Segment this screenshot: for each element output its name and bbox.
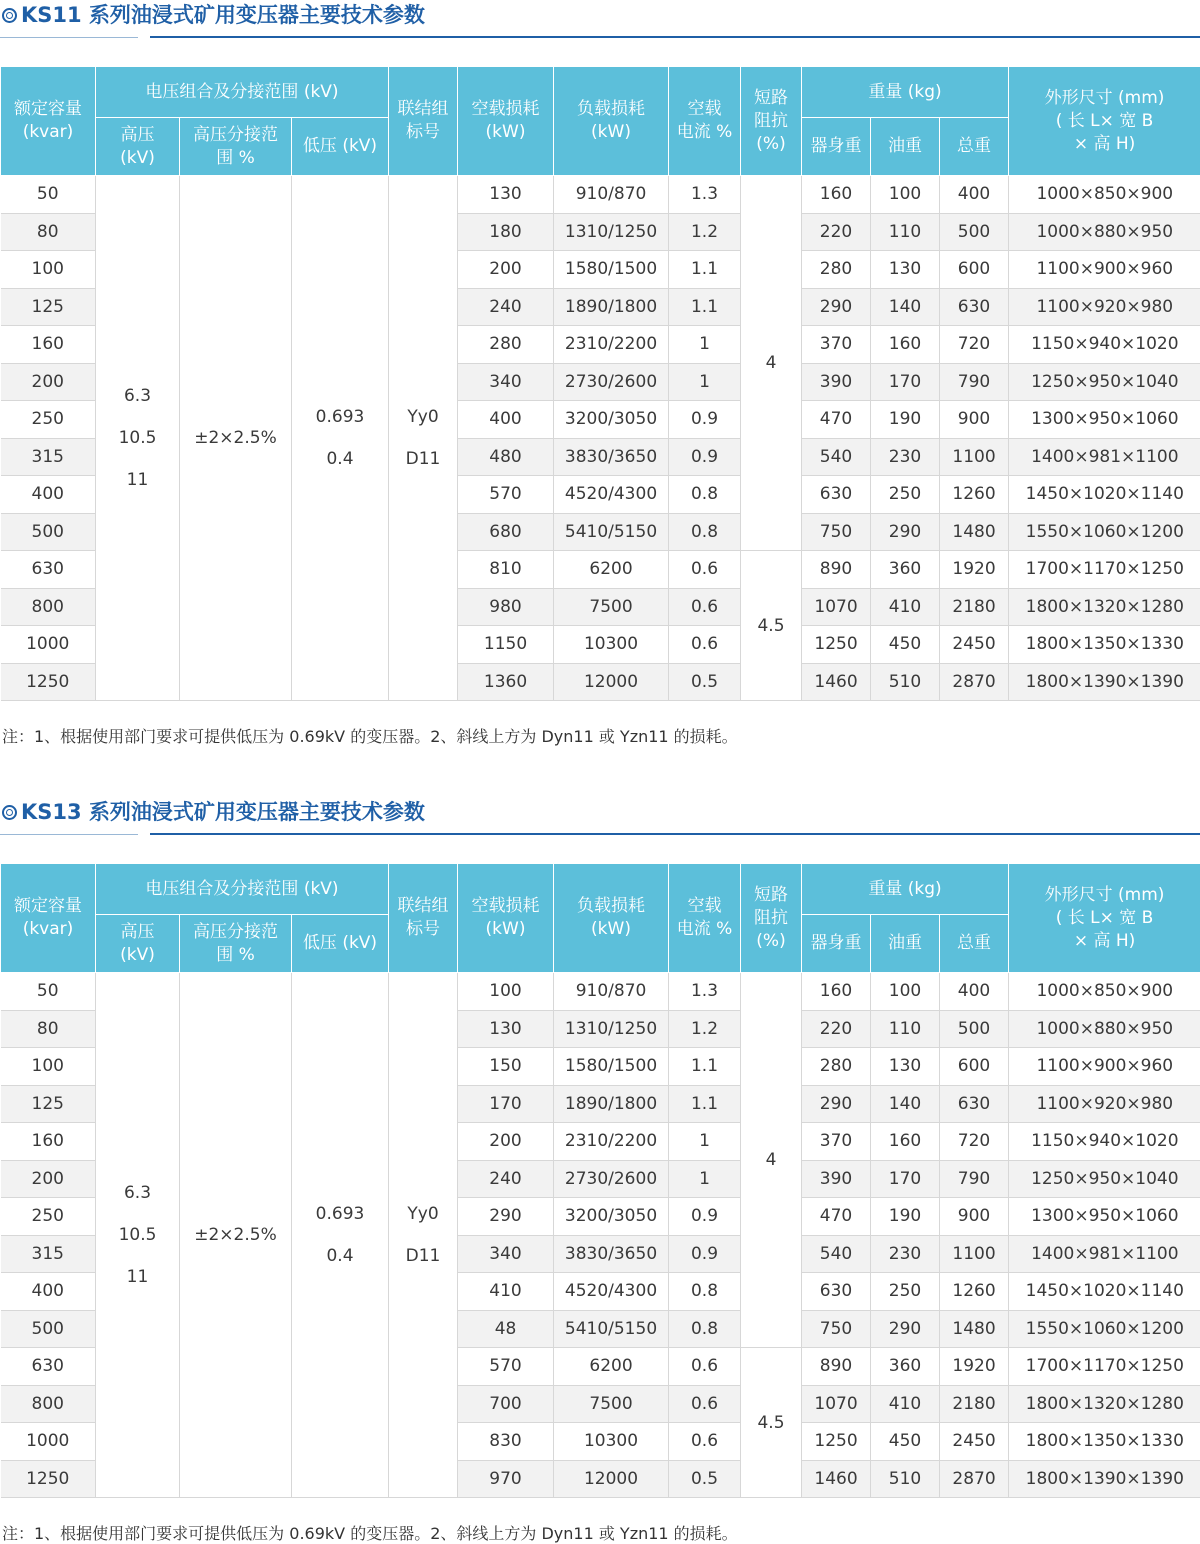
- load-loss-cell: 910/870: [554, 176, 669, 214]
- body-weight-cell: 370: [802, 326, 871, 364]
- header-total-weight: 总重: [940, 915, 1009, 973]
- dimensions-cell: 1300×950×1060: [1009, 401, 1200, 439]
- total-weight-cell: 1260: [940, 1273, 1009, 1311]
- dimensions-cell: 1800×1390×1390: [1009, 663, 1200, 701]
- oil-weight-cell: 170: [871, 363, 940, 401]
- oil-weight-cell: 130: [871, 251, 940, 289]
- header-noload-loss: 空载损耗 (kW): [458, 864, 554, 973]
- noload-loss-cell: 810: [458, 551, 554, 589]
- oil-weight-cell: 450: [871, 626, 940, 664]
- noload-loss-cell: 240: [458, 288, 554, 326]
- header-rated-capacity: 额定容量 (kvar): [1, 67, 96, 176]
- dimensions-cell: 1450×1020×1140: [1009, 1273, 1200, 1311]
- body-weight-cell: 470: [802, 1198, 871, 1236]
- header-weight: 重量 (kg): [802, 864, 1009, 915]
- header-body-weight: 器身重: [802, 915, 871, 973]
- dimensions-cell: 1800×1320×1280: [1009, 1385, 1200, 1423]
- oil-weight-cell: 140: [871, 288, 940, 326]
- total-weight-cell: 2450: [940, 1423, 1009, 1461]
- body-weight-cell: 540: [802, 438, 871, 476]
- header-total-weight: 总重: [940, 118, 1009, 176]
- body-weight-cell: 290: [802, 1085, 871, 1123]
- double-circle-icon: [2, 805, 17, 820]
- rated-capacity-cell: 50: [1, 176, 96, 214]
- oil-weight-cell: 100: [871, 973, 940, 1011]
- dimensions-cell: 1450×1020×1140: [1009, 476, 1200, 514]
- body-weight-cell: 290: [802, 288, 871, 326]
- rated-capacity-cell: 50: [1, 973, 96, 1011]
- vector-group-merged-cell: Yy0 D11: [389, 973, 458, 1498]
- noload-loss-cell: 700: [458, 1385, 554, 1423]
- dimensions-cell: 1250×950×1040: [1009, 1160, 1200, 1198]
- noload-current-cell: 0.5: [669, 663, 741, 701]
- load-loss-cell: 3200/3050: [554, 401, 669, 439]
- title-rule-short: [0, 834, 138, 835]
- title-rule-short: [0, 37, 138, 38]
- dimensions-cell: 1100×920×980: [1009, 1085, 1200, 1123]
- total-weight-cell: 900: [940, 1198, 1009, 1236]
- load-loss-cell: 10300: [554, 1423, 669, 1461]
- dimensions-cell: 1550×1060×1200: [1009, 1310, 1200, 1348]
- rated-capacity-cell: 125: [1, 288, 96, 326]
- noload-loss-cell: 1360: [458, 663, 554, 701]
- header-body-weight: 器身重: [802, 118, 871, 176]
- body-weight-cell: 470: [802, 401, 871, 439]
- body-weight-cell: 540: [802, 1235, 871, 1273]
- noload-loss-cell: 340: [458, 1235, 554, 1273]
- rated-capacity-cell: 160: [1, 326, 96, 364]
- total-weight-cell: 600: [940, 251, 1009, 289]
- total-weight-cell: 900: [940, 401, 1009, 439]
- body-weight-cell: 890: [802, 1348, 871, 1386]
- impedance-merged-cell: 4.5: [741, 1348, 802, 1498]
- load-loss-cell: 10300: [554, 626, 669, 664]
- total-weight-cell: 1100: [940, 438, 1009, 476]
- total-weight-cell: 1480: [940, 513, 1009, 551]
- body-weight-cell: 160: [802, 973, 871, 1011]
- total-weight-cell: 2450: [940, 626, 1009, 664]
- rated-capacity-cell: 630: [1, 551, 96, 589]
- load-loss-cell: 4520/4300: [554, 476, 669, 514]
- dimensions-cell: 1000×850×900: [1009, 176, 1200, 214]
- total-weight-cell: 630: [940, 288, 1009, 326]
- load-loss-cell: 7500: [554, 588, 669, 626]
- rated-capacity-cell: 200: [1, 363, 96, 401]
- header-voltage-group: 电压组合及分接范围 (kV): [96, 67, 389, 118]
- dimensions-cell: 1000×850×900: [1009, 973, 1200, 1011]
- load-loss-cell: 3830/3650: [554, 438, 669, 476]
- header-hv-tap: 高压分接范 围 %: [180, 915, 292, 973]
- total-weight-cell: 790: [940, 1160, 1009, 1198]
- load-loss-cell: 1890/1800: [554, 288, 669, 326]
- noload-loss-cell: 240: [458, 1160, 554, 1198]
- oil-weight-cell: 190: [871, 401, 940, 439]
- footnote: 注：1、根据使用部门要求可提供低压为 0.69kV 的变压器。2、斜线上方为 Dyn11 或 Yzn11 的损耗。: [2, 1524, 738, 1543]
- noload-loss-cell: 200: [458, 1123, 554, 1161]
- rated-capacity-cell: 100: [1, 1048, 96, 1086]
- load-loss-cell: 6200: [554, 551, 669, 589]
- load-loss-cell: 7500: [554, 1385, 669, 1423]
- header-hv-tap: 高压分接范 围 %: [180, 118, 292, 176]
- header-oil-weight: 油重: [871, 118, 940, 176]
- header-hv: 高压 (kV): [96, 915, 180, 973]
- dimensions-cell: 1250×950×1040: [1009, 363, 1200, 401]
- rated-capacity-cell: 1250: [1, 663, 96, 701]
- rated-capacity-cell: 100: [1, 251, 96, 289]
- total-weight-cell: 1920: [940, 1348, 1009, 1386]
- rated-capacity-cell: 500: [1, 1310, 96, 1348]
- dimensions-cell: 1800×1320×1280: [1009, 588, 1200, 626]
- oil-weight-cell: 290: [871, 513, 940, 551]
- total-weight-cell: 2870: [940, 1460, 1009, 1498]
- noload-current-cell: 0.5: [669, 1460, 741, 1498]
- dimensions-cell: 1800×1390×1390: [1009, 1460, 1200, 1498]
- rated-capacity-cell: 800: [1, 588, 96, 626]
- header-load-loss: 负载损耗 (kW): [554, 864, 669, 973]
- rated-capacity-cell: 315: [1, 438, 96, 476]
- load-loss-cell: 1310/1250: [554, 213, 669, 251]
- header-lv: 低压 (kV): [292, 118, 389, 176]
- noload-loss-cell: 200: [458, 251, 554, 289]
- header-voltage-group: 电压组合及分接范围 (kV): [96, 864, 389, 915]
- vector-group-merged-cell: Yy0 D11: [389, 176, 458, 701]
- noload-loss-cell: 570: [458, 1348, 554, 1386]
- body-weight-cell: 1250: [802, 626, 871, 664]
- noload-loss-cell: 400: [458, 401, 554, 439]
- body-weight-cell: 1070: [802, 588, 871, 626]
- load-loss-cell: 5410/5150: [554, 513, 669, 551]
- noload-loss-cell: 340: [458, 363, 554, 401]
- dimensions-cell: 1300×950×1060: [1009, 1198, 1200, 1236]
- header-dimensions: 外形尺寸 (mm) ( 长 L× 宽 B × 高 H): [1009, 67, 1200, 176]
- oil-weight-cell: 160: [871, 1123, 940, 1161]
- oil-weight-cell: 100: [871, 176, 940, 214]
- double-circle-icon: [2, 8, 17, 23]
- spec-table: [0, 66, 1200, 701]
- dimensions-cell: 1700×1170×1250: [1009, 1348, 1200, 1386]
- load-loss-cell: 12000: [554, 1460, 669, 1498]
- total-weight-cell: 790: [940, 363, 1009, 401]
- oil-weight-cell: 510: [871, 1460, 940, 1498]
- noload-current-cell: 0.6: [669, 1348, 741, 1386]
- rated-capacity-cell: 400: [1, 476, 96, 514]
- oil-weight-cell: 190: [871, 1198, 940, 1236]
- body-weight-cell: 370: [802, 1123, 871, 1161]
- rated-capacity-cell: 1000: [1, 626, 96, 664]
- header-rated-capacity: 额定容量 (kvar): [1, 864, 96, 973]
- noload-current-cell: 0.9: [669, 438, 741, 476]
- total-weight-cell: 1260: [940, 476, 1009, 514]
- body-weight-cell: 1460: [802, 663, 871, 701]
- noload-current-cell: 1.3: [669, 176, 741, 214]
- noload-loss-cell: 680: [458, 513, 554, 551]
- dimensions-cell: 1400×981×1100: [1009, 438, 1200, 476]
- total-weight-cell: 2180: [940, 588, 1009, 626]
- load-loss-cell: 3200/3050: [554, 1198, 669, 1236]
- noload-current-cell: 0.6: [669, 1385, 741, 1423]
- noload-current-cell: 1.3: [669, 973, 741, 1011]
- oil-weight-cell: 510: [871, 663, 940, 701]
- rated-capacity-cell: 80: [1, 1010, 96, 1048]
- body-weight-cell: 1070: [802, 1385, 871, 1423]
- header-noload-loss: 空载损耗 (kW): [458, 67, 554, 176]
- impedance-merged-cell: 4: [741, 973, 802, 1348]
- noload-current-cell: 0.6: [669, 588, 741, 626]
- dimensions-cell: 1150×940×1020: [1009, 326, 1200, 364]
- noload-current-cell: 0.6: [669, 1423, 741, 1461]
- oil-weight-cell: 230: [871, 438, 940, 476]
- total-weight-cell: 400: [940, 176, 1009, 214]
- header-weight: 重量 (kg): [802, 67, 1009, 118]
- noload-current-cell: 0.9: [669, 1235, 741, 1273]
- oil-weight-cell: 110: [871, 1010, 940, 1048]
- noload-current-cell: 0.6: [669, 551, 741, 589]
- body-weight-cell: 280: [802, 1048, 871, 1086]
- noload-loss-cell: 980: [458, 588, 554, 626]
- load-loss-cell: 910/870: [554, 973, 669, 1011]
- section-title-row: [0, 0, 1200, 40]
- section-title: [2, 0, 425, 30]
- noload-current-cell: 1.2: [669, 1010, 741, 1048]
- header-impedance: 短路 阻抗 (%): [741, 67, 802, 176]
- lv-merged-cell: 0.693 0.4: [292, 973, 389, 1498]
- oil-weight-cell: 360: [871, 551, 940, 589]
- dimensions-cell: 1400×981×1100: [1009, 1235, 1200, 1273]
- spec-table-body: [1, 176, 1200, 701]
- impedance-merged-cell: 4.5: [741, 551, 802, 701]
- noload-current-cell: 0.8: [669, 1310, 741, 1348]
- oil-weight-cell: 140: [871, 1085, 940, 1123]
- total-weight-cell: 1100: [940, 1235, 1009, 1273]
- oil-weight-cell: 160: [871, 326, 940, 364]
- rated-capacity-cell: 160: [1, 1123, 96, 1161]
- oil-weight-cell: 290: [871, 1310, 940, 1348]
- oil-weight-cell: 250: [871, 476, 940, 514]
- header-vector-group: 联结组 标号: [389, 67, 458, 176]
- table-row: [1, 176, 1200, 214]
- header-oil-weight: 油重: [871, 915, 940, 973]
- noload-loss-cell: 170: [458, 1085, 554, 1123]
- noload-current-cell: 0.8: [669, 476, 741, 514]
- header-dimensions: 外形尺寸 (mm) ( 长 L× 宽 B × 高 H): [1009, 864, 1200, 973]
- rated-capacity-cell: 125: [1, 1085, 96, 1123]
- oil-weight-cell: 170: [871, 1160, 940, 1198]
- hv-merged-cell: 6.3 10.5 11: [96, 176, 180, 701]
- noload-current-cell: 1.1: [669, 1048, 741, 1086]
- body-weight-cell: 890: [802, 551, 871, 589]
- dimensions-cell: 1800×1350×1330: [1009, 1423, 1200, 1461]
- total-weight-cell: 400: [940, 973, 1009, 1011]
- section-title-text: KS13 系列油浸式矿用变压器主要技术参数: [21, 800, 425, 824]
- body-weight-cell: 280: [802, 251, 871, 289]
- noload-loss-cell: 480: [458, 438, 554, 476]
- spec-table: [0, 863, 1200, 1498]
- total-weight-cell: 630: [940, 1085, 1009, 1123]
- oil-weight-cell: 450: [871, 1423, 940, 1461]
- rated-capacity-cell: 315: [1, 1235, 96, 1273]
- total-weight-cell: 720: [940, 1123, 1009, 1161]
- load-loss-cell: 1580/1500: [554, 1048, 669, 1086]
- body-weight-cell: 390: [802, 1160, 871, 1198]
- rated-capacity-cell: 80: [1, 213, 96, 251]
- dimensions-cell: 1000×880×950: [1009, 1010, 1200, 1048]
- load-loss-cell: 1890/1800: [554, 1085, 669, 1123]
- noload-current-cell: 1.1: [669, 251, 741, 289]
- noload-current-cell: 0.8: [669, 513, 741, 551]
- header-vector-group: 联结组 标号: [389, 864, 458, 973]
- total-weight-cell: 500: [940, 1010, 1009, 1048]
- oil-weight-cell: 130: [871, 1048, 940, 1086]
- noload-loss-cell: 410: [458, 1273, 554, 1311]
- rated-capacity-cell: 200: [1, 1160, 96, 1198]
- body-weight-cell: 1460: [802, 1460, 871, 1498]
- noload-loss-cell: 290: [458, 1198, 554, 1236]
- load-loss-cell: 2310/2200: [554, 1123, 669, 1161]
- total-weight-cell: 1480: [940, 1310, 1009, 1348]
- load-loss-cell: 2310/2200: [554, 326, 669, 364]
- rated-capacity-cell: 250: [1, 1198, 96, 1236]
- total-weight-cell: 2870: [940, 663, 1009, 701]
- dimensions-cell: 1100×900×960: [1009, 251, 1200, 289]
- lv-merged-cell: 0.693 0.4: [292, 176, 389, 701]
- section-title-row: [0, 797, 1200, 837]
- body-weight-cell: 750: [802, 513, 871, 551]
- noload-loss-cell: 970: [458, 1460, 554, 1498]
- header-hv: 高压 (kV): [96, 118, 180, 176]
- oil-weight-cell: 110: [871, 213, 940, 251]
- noload-current-cell: 1.2: [669, 213, 741, 251]
- noload-current-cell: 0.8: [669, 1273, 741, 1311]
- noload-current-cell: 1: [669, 1160, 741, 1198]
- load-loss-cell: 6200: [554, 1348, 669, 1386]
- dimensions-cell: 1800×1350×1330: [1009, 626, 1200, 664]
- load-loss-cell: 4520/4300: [554, 1273, 669, 1311]
- table-row: [1, 973, 1200, 1011]
- load-loss-cell: 1580/1500: [554, 251, 669, 289]
- rated-capacity-cell: 250: [1, 401, 96, 439]
- noload-current-cell: 1.1: [669, 288, 741, 326]
- rated-capacity-cell: 800: [1, 1385, 96, 1423]
- hv-merged-cell: 6.3 10.5 11: [96, 973, 180, 1498]
- hv-tap-merged-cell: ±2×2.5%: [180, 973, 292, 1498]
- dimensions-cell: 1000×880×950: [1009, 213, 1200, 251]
- total-weight-cell: 500: [940, 213, 1009, 251]
- noload-loss-cell: 48: [458, 1310, 554, 1348]
- rated-capacity-cell: 400: [1, 1273, 96, 1311]
- load-loss-cell: 1310/1250: [554, 1010, 669, 1048]
- body-weight-cell: 390: [802, 363, 871, 401]
- header-lv: 低压 (kV): [292, 915, 389, 973]
- noload-current-cell: 0.6: [669, 626, 741, 664]
- noload-loss-cell: 830: [458, 1423, 554, 1461]
- body-weight-cell: 220: [802, 213, 871, 251]
- noload-current-cell: 0.9: [669, 1198, 741, 1236]
- spec-table-body: [1, 973, 1200, 1498]
- noload-loss-cell: 130: [458, 1010, 554, 1048]
- body-weight-cell: 630: [802, 1273, 871, 1311]
- load-loss-cell: 5410/5150: [554, 1310, 669, 1348]
- oil-weight-cell: 250: [871, 1273, 940, 1311]
- noload-loss-cell: 150: [458, 1048, 554, 1086]
- section-title: [2, 797, 425, 827]
- noload-loss-cell: 280: [458, 326, 554, 364]
- hv-tap-merged-cell: ±2×2.5%: [180, 176, 292, 701]
- header-noload-current: 空载 电流 %: [669, 67, 741, 176]
- noload-loss-cell: 130: [458, 176, 554, 214]
- header-noload-current: 空载 电流 %: [669, 864, 741, 973]
- total-weight-cell: 720: [940, 326, 1009, 364]
- total-weight-cell: 2180: [940, 1385, 1009, 1423]
- rated-capacity-cell: 630: [1, 1348, 96, 1386]
- total-weight-cell: 600: [940, 1048, 1009, 1086]
- noload-current-cell: 1.1: [669, 1085, 741, 1123]
- noload-current-cell: 1: [669, 363, 741, 401]
- dimensions-cell: 1700×1170×1250: [1009, 551, 1200, 589]
- dimensions-cell: 1100×900×960: [1009, 1048, 1200, 1086]
- noload-loss-cell: 180: [458, 213, 554, 251]
- footnote: 注：1、根据使用部门要求可提供低压为 0.69kV 的变压器。2、斜线上方为 Dyn11 或 Yzn11 的损耗。: [2, 727, 738, 746]
- oil-weight-cell: 230: [871, 1235, 940, 1273]
- rated-capacity-cell: 1250: [1, 1460, 96, 1498]
- section-title-text: KS11 系列油浸式矿用变压器主要技术参数: [21, 3, 425, 27]
- rated-capacity-cell: 500: [1, 513, 96, 551]
- rated-capacity-cell: 1000: [1, 1423, 96, 1461]
- noload-current-cell: 0.9: [669, 401, 741, 439]
- oil-weight-cell: 360: [871, 1348, 940, 1386]
- noload-current-cell: 1: [669, 326, 741, 364]
- dimensions-cell: 1150×940×1020: [1009, 1123, 1200, 1161]
- load-loss-cell: 3830/3650: [554, 1235, 669, 1273]
- title-rule-long: [150, 833, 1200, 835]
- dimensions-cell: 1100×920×980: [1009, 288, 1200, 326]
- dimensions-cell: 1550×1060×1200: [1009, 513, 1200, 551]
- header-impedance: 短路 阻抗 (%): [741, 864, 802, 973]
- body-weight-cell: 160: [802, 176, 871, 214]
- total-weight-cell: 1920: [940, 551, 1009, 589]
- noload-loss-cell: 570: [458, 476, 554, 514]
- impedance-merged-cell: 4: [741, 176, 802, 551]
- oil-weight-cell: 410: [871, 588, 940, 626]
- body-weight-cell: 220: [802, 1010, 871, 1048]
- noload-loss-cell: 1150: [458, 626, 554, 664]
- body-weight-cell: 750: [802, 1310, 871, 1348]
- load-loss-cell: 2730/2600: [554, 1160, 669, 1198]
- load-loss-cell: 12000: [554, 663, 669, 701]
- body-weight-cell: 1250: [802, 1423, 871, 1461]
- noload-loss-cell: 100: [458, 973, 554, 1011]
- noload-current-cell: 1: [669, 1123, 741, 1161]
- load-loss-cell: 2730/2600: [554, 363, 669, 401]
- header-load-loss: 负载损耗 (kW): [554, 67, 669, 176]
- body-weight-cell: 630: [802, 476, 871, 514]
- title-rule-long: [150, 36, 1200, 38]
- oil-weight-cell: 410: [871, 1385, 940, 1423]
